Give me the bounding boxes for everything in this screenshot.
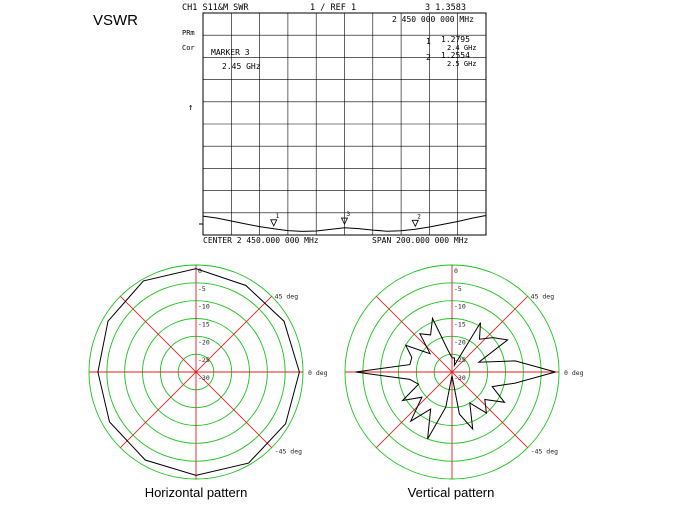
polar-ring-label: -30 — [454, 374, 466, 382]
polar-ring-label: -30 — [198, 374, 210, 382]
vswr-marker-list-item — [426, 51, 477, 68]
polar-ring-label: -5 — [454, 284, 462, 293]
vswr-ref-arrow: ↑ — [188, 103, 194, 113]
vswr-side-label-2: Cor — [182, 44, 195, 52]
vswr-marker-freq-readout: 2 450 000 000 MHz — [392, 15, 474, 24]
polar-ring-label: -15 — [454, 320, 466, 329]
vswr-marker-label: 2 — [417, 213, 421, 221]
polar-ring-label: -10 — [198, 302, 210, 311]
vertical-pattern-caption: Vertical pattern — [407, 485, 495, 500]
vswr-marker-label: 3 — [346, 211, 351, 219]
vswr-marker-id: 1 — [426, 37, 431, 46]
horizontal-pattern-chart — [89, 265, 328, 479]
polar-angle-label: 0 deg — [308, 369, 328, 377]
vswr-marker-freq-item: 2.5 GHz — [447, 60, 477, 68]
polar-angle-label: -45 deg — [274, 447, 303, 456]
vertical-pattern-chart — [345, 265, 584, 479]
vswr-marker-freq: 2.45 GHz — [222, 62, 261, 71]
polar-angle-label: 45 deg — [530, 292, 555, 301]
vswr-marker-id: 2 — [426, 53, 431, 62]
vswr-marker-value: 1.2554 — [441, 51, 470, 60]
vswr-header-mid: 1 / REF 1 — [310, 3, 357, 13]
polar-ring-label: -20 — [198, 338, 210, 347]
polar-ring-label: -5 — [198, 284, 206, 293]
vswr-side-label-1: PRm — [182, 29, 195, 37]
vswr-marker-value: 1.2795 — [441, 35, 470, 44]
vswr-center-label: CENTER 2 450.000 000 MHz — [203, 236, 319, 245]
vswr-grid — [199, 13, 486, 235]
polar-ring-label: -25 — [198, 356, 210, 365]
vswr-marker-label: 1 — [275, 212, 280, 220]
polar-ring-label: -25 — [454, 356, 466, 365]
vswr-marker-freq-item: 2.4 GHz — [447, 44, 477, 52]
horizontal-pattern-caption: Horizontal pattern — [144, 485, 248, 500]
vswr-marker-list-item — [426, 35, 477, 52]
vswr-header-left: CH1 S11&M SWR — [182, 3, 249, 13]
figure-label: VSWR — [93, 12, 138, 29]
vswr-marker-1 — [271, 220, 277, 226]
vswr-span-label: SPAN 200.000 000 MHz — [372, 236, 469, 245]
polar-angle-label: 45 deg — [274, 292, 299, 301]
polar-ring-label: 0 — [454, 267, 458, 275]
polar-ring-label: -20 — [454, 338, 466, 347]
vswr-marker-title: MARKER 3 — [211, 48, 250, 57]
vswr-panel — [182, 3, 486, 245]
vswr-marker-2 — [412, 220, 418, 226]
polar-ring-label: 0 — [198, 267, 202, 275]
polar-angle-label: 0 deg — [564, 369, 584, 377]
polar-ring-label: -10 — [454, 302, 466, 311]
polar-angle-label: -45 deg — [530, 447, 559, 456]
vswr-header-right: 3 1.3583 — [425, 3, 466, 13]
polar-ring-label: -15 — [198, 320, 210, 329]
